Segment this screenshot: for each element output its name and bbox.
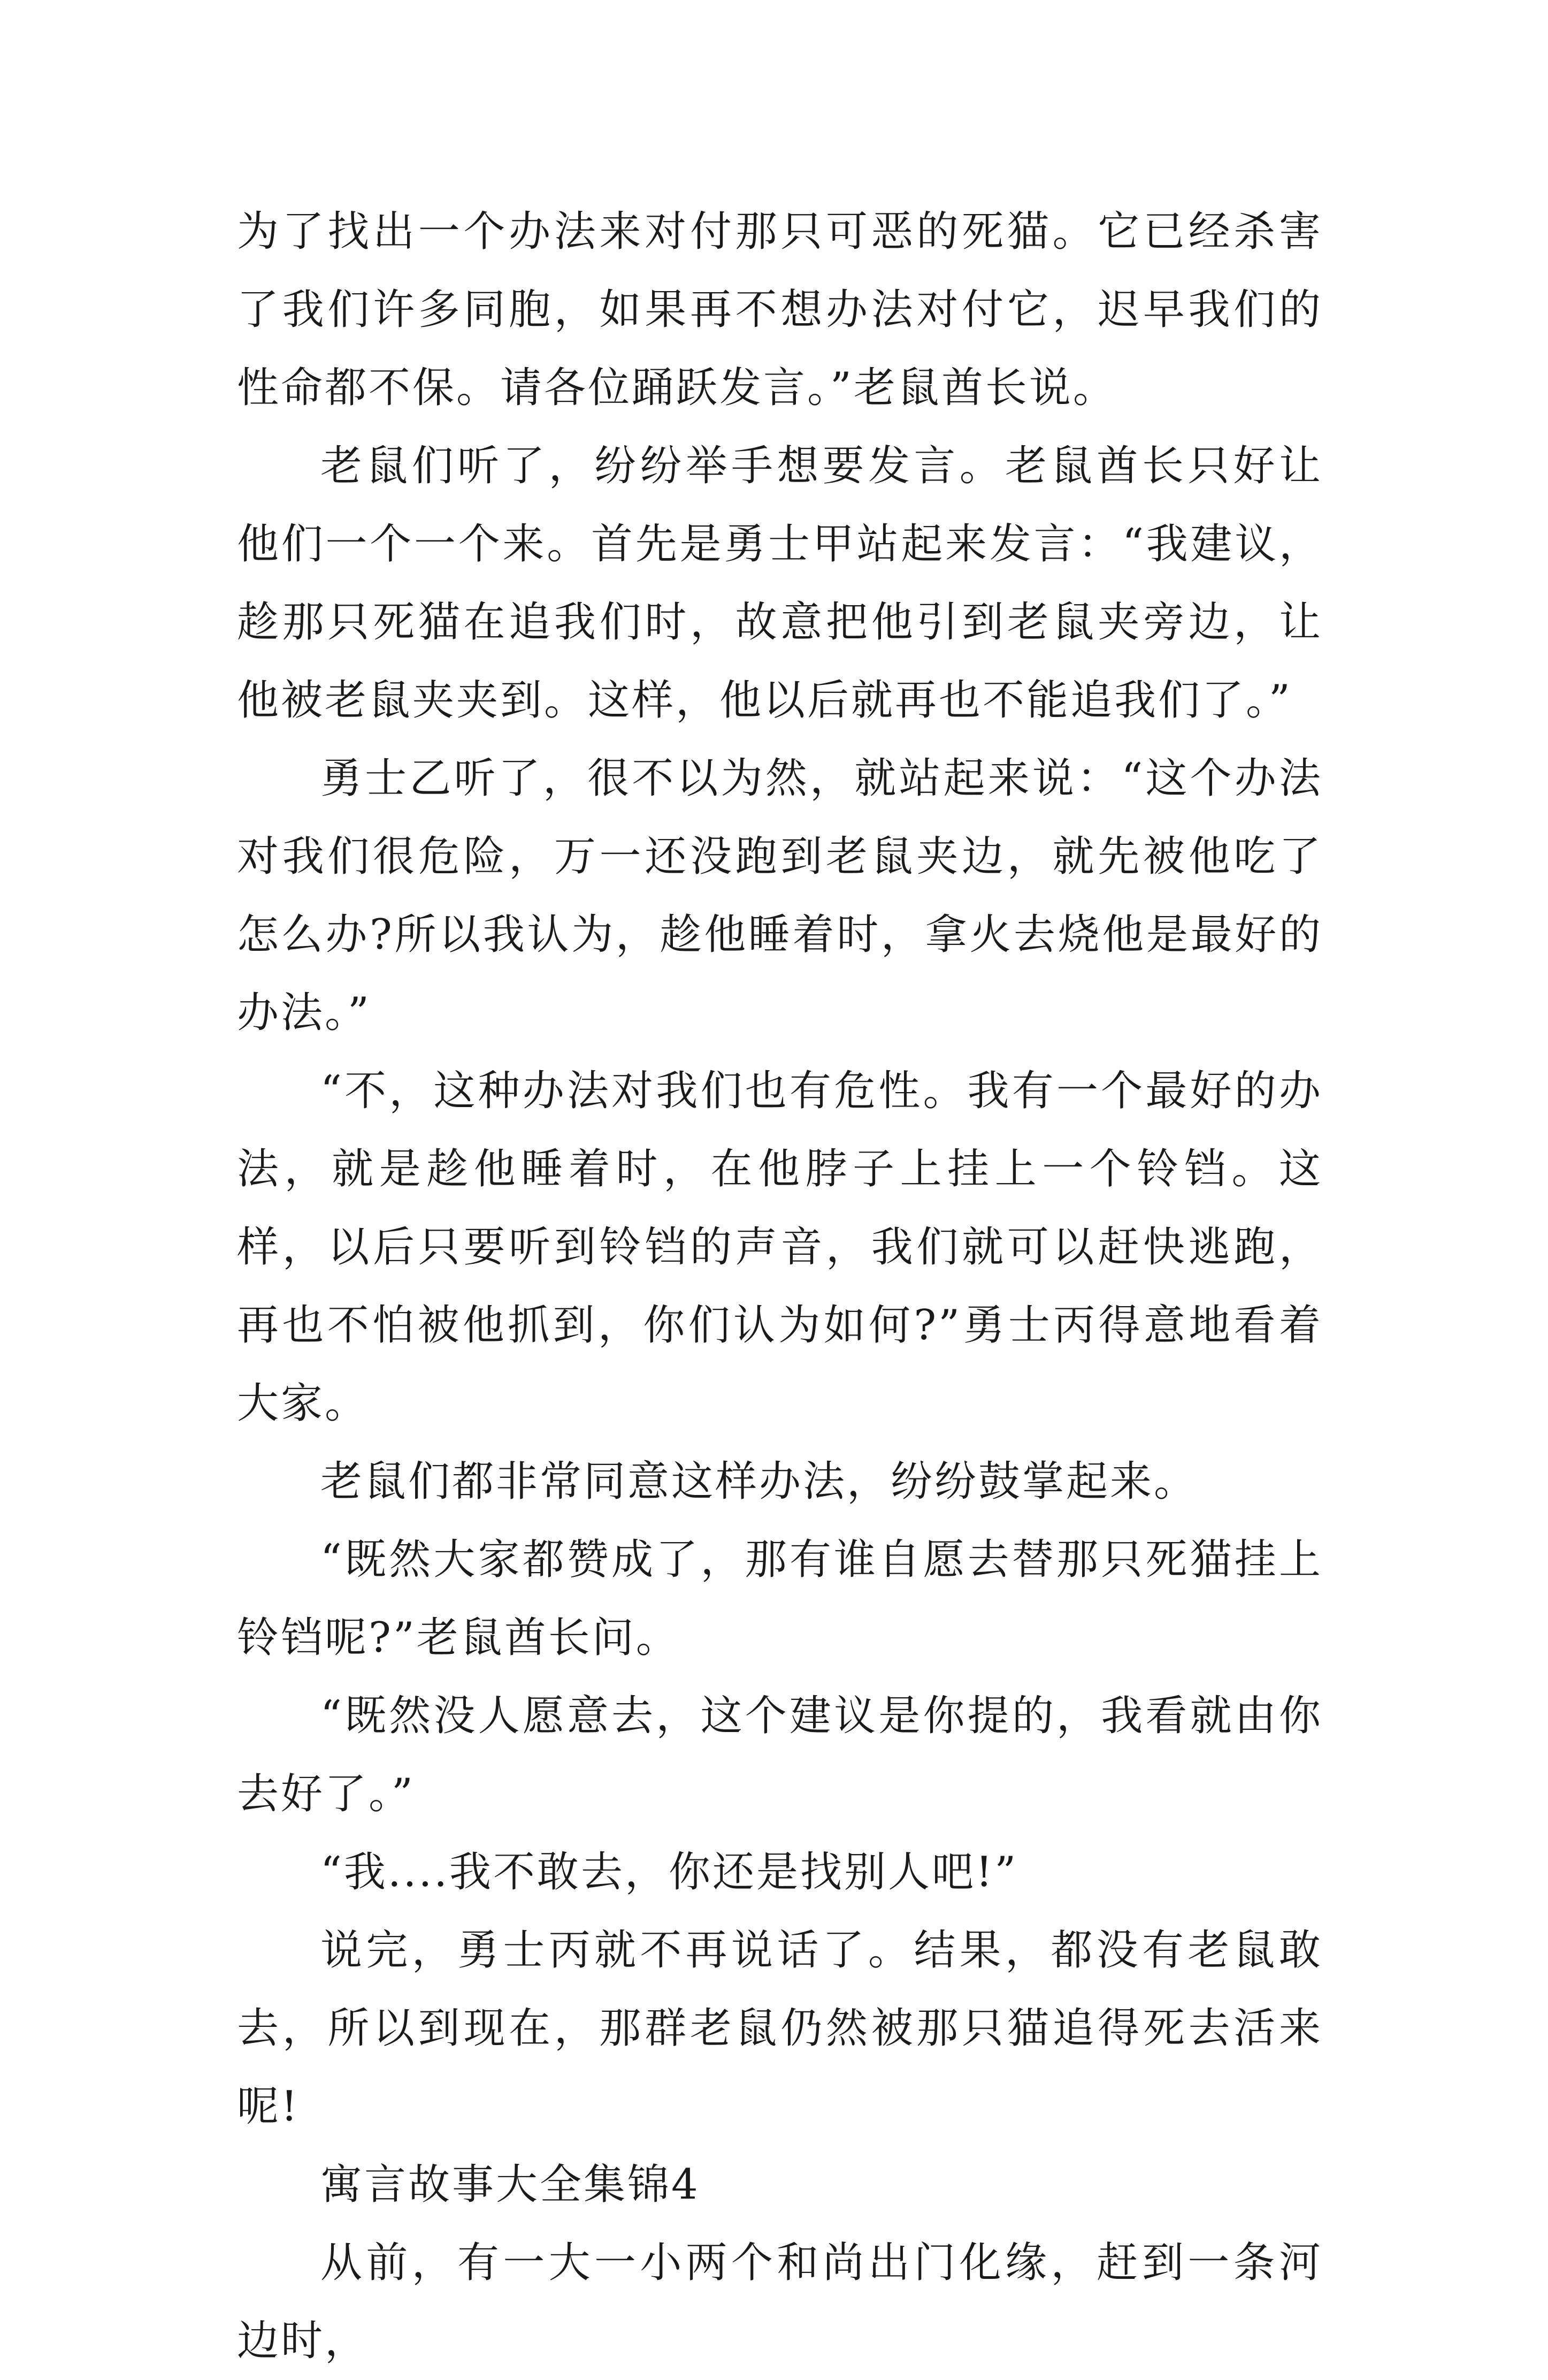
paragraph-11: 从前，有一大一小两个和尚出门化缘，赶到一条河边时，: [237, 2239, 1323, 2365]
paragraph-3: 勇士乙听了，很不以为然，就站起来说：“这个办法对我们很危险，万一还没跑到老鼠夹边，就先被他吃了怎么办?所以我认为，趁他睡着时，拿火去烧他是最好的办法。”: [237, 754, 1323, 1037]
paragraph-2: 老鼠们听了，纷纷举手想要发言。老鼠酋长只好让他们一个一个来。首先是勇士甲站起来发言：“我建议，趁那只死猫在追我们时，故意把他引到老鼠夹旁边，让他被老鼠夹夹到。这样，他以后就再也不能追我们了。”: [237, 442, 1323, 724]
paragraph-8: “我....我不敢去，你还是找别人吧!”: [320, 1848, 1018, 1896]
paragraph-4: “不，这种办法对我们也有危性。我有一个最好的办法，就是趁他睡着时，在他脖子上挂上一个铃铛。这样，以后只要听到铃铛的声音，我们就可以赶快逃跑，再也不怕被他抓到，你们认为如何?”勇士丙得意地看着大家。: [237, 1067, 1323, 1428]
paragraph-7: “既然没人愿意去，这个建议是你提的，我看就由你去好了。”: [237, 1692, 1323, 1818]
paragraph-1: 为了找出一个办法来对付那只可恶的死猫。它已经杀害了我们许多同胞，如果再不想办法对付它，迟早我们的性命都不保。请各位踊跃发言。”老鼠酋长说。: [237, 208, 1323, 412]
paragraph-9: 说完，勇士丙就不再说话了。结果，都没有老鼠敢去，所以到现在，那群老鼠仍然被那只猫追得死去活来呢!: [237, 1926, 1323, 2131]
section-heading: 寓言故事大全集锦4: [320, 2161, 700, 2209]
document-body: [237, 193, 1323, 2380]
paragraph-6: “既然大家都赞成了，那有谁自愿去替那只死猫挂上铃铛呢?”老鼠酋长问。: [237, 1536, 1323, 1662]
paragraph-5: 老鼠们都非常同意这样办法，纷纷鼓掌起来。: [320, 1458, 1198, 1506]
